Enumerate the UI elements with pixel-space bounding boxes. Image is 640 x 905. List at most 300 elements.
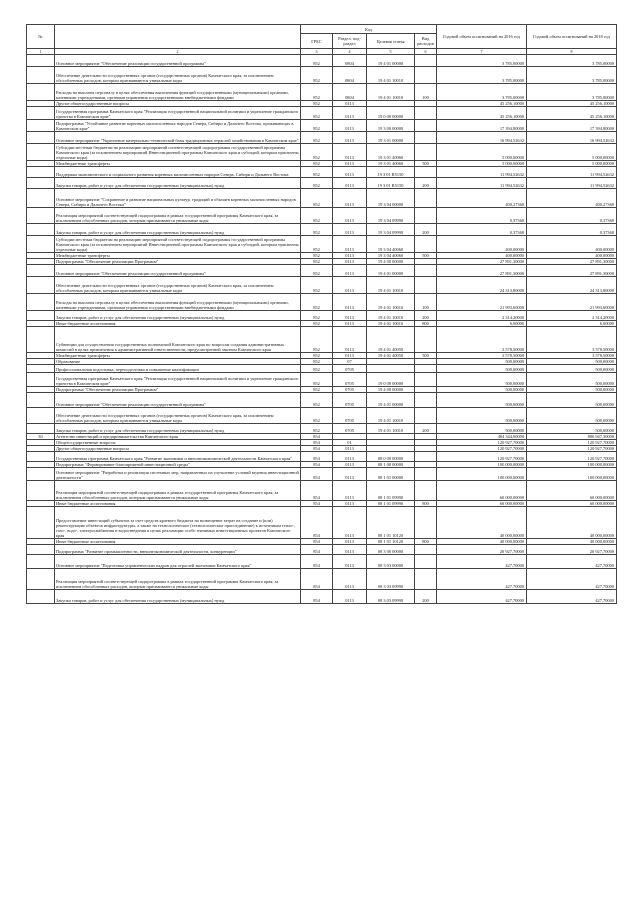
row-razdel: 0113 [333, 161, 367, 167]
row-amount-year2: 400,00000 [527, 236, 617, 253]
row-number [27, 265, 55, 277]
row-razdel: 0113 [333, 569, 367, 590]
row-grbs: 852 [301, 84, 333, 101]
row-expense-type [415, 265, 437, 277]
table-row [27, 365, 617, 373]
row-target-article: 08 3 03 09990 [367, 569, 415, 590]
row-amount-year2: 0,37368 [527, 224, 617, 236]
row-name: Межбюджетные трансферты [55, 161, 301, 167]
row-expense-type: 200 [415, 224, 437, 236]
row-target-article: 19 4 01 10010 [367, 67, 415, 84]
row-razdel: 0113 [333, 353, 367, 359]
row-amount-year2: 500,00000 [527, 393, 617, 408]
row-amount-year1: 400,00000 [437, 236, 527, 253]
row-expense-type [415, 277, 437, 294]
row-razdel: 0113 [333, 265, 367, 277]
row-name: Основное мероприятие "Обеспечение реализации государственной программы" [55, 265, 301, 277]
row-target-article: 19 4 01 10010 [367, 424, 415, 434]
row-amount-year2: 500,00000 [527, 408, 617, 424]
row-expense-type [415, 208, 437, 224]
header-cs: Целевая статья [367, 34, 415, 49]
header-name [55, 25, 301, 49]
row-razdel: 0113 [333, 321, 367, 327]
row-razdel: 0113 [333, 481, 367, 501]
row-number [27, 311, 55, 321]
row-name: Обеспечение деятельности государственных органов (государственных органов) Камчатского края, за исключением обособленных расходов, которым присваиваются уникальные коды [55, 408, 301, 424]
row-target-article: 19 0 00 00000 [367, 373, 415, 387]
row-name: Государственная программа Камчатского края "Реализация государственной национальной политики и укрепление гражданского единства в Камчатском крае" [55, 373, 301, 387]
row-name: Закупка товаров, работ и услуг для обеспечения государственных (муниципальных) нужд [55, 224, 301, 236]
row-number [27, 373, 55, 387]
table-body [27, 55, 617, 604]
row-name: Обеспечение деятельности государственных органов (государственных органов) Камчатского края, за исключением обособленных расходов, которым присваиваются уникальные коды [55, 277, 301, 294]
row-razdel: 0705 [333, 365, 367, 373]
row-name: Закупка товаров, работ и услуг для обеспечения государственных (муниципальных) нужд [55, 590, 301, 604]
row-expense-type: 800 [415, 539, 437, 545]
row-amount-year2: 60 000,00000 [527, 481, 617, 501]
row-amount-year2: 45 256,10000 [527, 101, 617, 107]
row-target-article: 19 3 01 R5150 [367, 178, 415, 189]
row-grbs: 854 [301, 446, 333, 452]
row-amount-year2: 5 000,00000 [527, 144, 617, 161]
row-amount-year1: 45 256,10000 [437, 101, 527, 107]
row-grbs: 852 [301, 408, 333, 424]
row-target-article: 08 1 01 09990 [367, 501, 415, 507]
row-expense-type [415, 408, 437, 424]
row-name: Закупка товаров, работ и услуг для обеспечения государственных (муниципальных) нужд [55, 424, 301, 434]
row-grbs: 852 [301, 67, 333, 84]
row-amount-year1: 40 000,00000 [437, 507, 527, 539]
row-expense-type: 200 [415, 311, 437, 321]
row-amount-year1: 6,00000 [437, 321, 527, 327]
row-expense-type: 200 [415, 590, 437, 604]
row-name: Агентство инвестиций и предпринимательства Камчатского края [55, 434, 301, 440]
row-target-article: 19 4 01 10010 [367, 294, 415, 311]
row-name: Основное мероприятие "Подготовка управленческих кадров для отраслей экономики Камчатского края" [55, 555, 301, 569]
row-amount-year2: 2 314,20000 [527, 311, 617, 321]
row-expense-type [415, 365, 437, 373]
row-number [27, 468, 55, 481]
row-amount-year2: 3 785,00000 [527, 67, 617, 84]
row-amount-year1: 5 000,00000 [437, 161, 527, 167]
row-target-article: 19 0 00 00000 [367, 107, 415, 120]
table-row [27, 373, 617, 387]
row-amount-year1: 500,00000 [437, 387, 527, 393]
row-expense-type [415, 468, 437, 481]
row-razdel: 0113 [333, 167, 367, 178]
row-grbs: 852 [301, 236, 333, 253]
row-expense-type [415, 67, 437, 84]
row-expense-type [415, 545, 437, 555]
row-target-article: 19 3 04 40060 [367, 253, 415, 259]
table-row [27, 424, 617, 434]
col-number: 4 [333, 49, 367, 55]
row-grbs: 854 [301, 468, 333, 481]
row-amount-year2: 16 994,52632 [527, 132, 617, 144]
table-row [27, 327, 617, 353]
header-kod: Код [301, 25, 437, 34]
row-target-article: 08 1 01 10120 [367, 539, 415, 545]
row-number [27, 408, 55, 424]
row-number [27, 507, 55, 539]
row-target-article: 19 3 01 00000 [367, 132, 415, 144]
row-grbs: 852 [301, 424, 333, 434]
row-razdel: 07 [333, 359, 367, 365]
row-amount-year1: 17 394,80000 [437, 120, 527, 132]
row-number [27, 208, 55, 224]
row-expense-type: 500 [415, 161, 437, 167]
row-amount-year2: 27 891,30000 [527, 259, 617, 265]
row-name: Государственная программа Камчатского края "Реализация государственной национальной политики и укрепление гражданского единства в Камчатском крае" [55, 107, 301, 120]
table-row [27, 224, 617, 236]
row-amount-year2: 100 000,00000 [527, 468, 617, 481]
row-name: Реализация мероприятий соответствующей подпрограммы в рамках государственной программы Камчатского края, за исключением обособленных расходов, которым присваиваются уникальные коды [55, 208, 301, 224]
row-razdel: 0113 [333, 253, 367, 259]
row-target-article: 08 3 03 00000 [367, 555, 415, 569]
row-amount-year1: 27 891,30000 [437, 259, 527, 265]
row-target-article: 08 1 01 00000 [367, 468, 415, 481]
row-expense-type [415, 507, 437, 539]
row-amount-year2: 120 927,70000 [527, 440, 617, 446]
table-row [27, 277, 617, 294]
row-expense-type [415, 327, 437, 353]
row-amount-year2: 400,00000 [527, 253, 617, 259]
row-amount-year2: 3 578,50000 [527, 353, 617, 359]
header-razdel: Раздел, под-раздел [333, 34, 367, 49]
row-target-article: 08 0 00 00000 [367, 452, 415, 462]
row-expense-type: 500 [415, 353, 437, 359]
row-amount-year2: 24 313,80000 [527, 277, 617, 294]
row-target-article: 19 4 01 10010 [367, 321, 415, 327]
col-number: 7 [437, 49, 527, 55]
row-grbs: 852 [301, 144, 333, 161]
row-grbs: 852 [301, 294, 333, 311]
col-number: 2 [55, 49, 301, 55]
header-year2: Годовой объем ассигнований на 2018 год [527, 25, 617, 49]
row-amount-year1: 45 256,10000 [437, 107, 527, 120]
row-grbs: 852 [301, 189, 333, 208]
row-number [27, 144, 55, 161]
row-number [27, 277, 55, 294]
row-razdel: 0705 [333, 393, 367, 408]
row-razdel: 0113 [333, 501, 367, 507]
row-amount-year2: 6,00000 [527, 321, 617, 327]
row-target-article: 08 1 01 09990 [367, 481, 415, 501]
row-number [27, 481, 55, 501]
row-grbs: 854 [301, 462, 333, 468]
row-razdel: 0113 [333, 446, 367, 452]
budget-table-sheet [26, 24, 616, 604]
row-amount-year1: 20 927,70000 [437, 545, 527, 555]
table-row [27, 555, 617, 569]
row-razdel: 0113 [333, 277, 367, 294]
row-expense-type [415, 373, 437, 387]
row-razdel: 0113 [333, 468, 367, 481]
table-row [27, 55, 617, 67]
row-expense-type [415, 107, 437, 120]
row-amount-year1: 500,00000 [437, 359, 527, 365]
header-vr: Вид расходов [415, 34, 437, 49]
row-amount-year1: 3 578,50000 [437, 327, 527, 353]
row-target-article: 19 4 01 40050 [367, 353, 415, 359]
row-grbs: 852 [301, 359, 333, 365]
row-razdel: 0113 [333, 545, 367, 555]
row-amount-year1: 120 927,70000 [437, 446, 527, 452]
row-amount-year2: 427,70000 [527, 590, 617, 604]
row-number [27, 545, 55, 555]
row-expense-type [415, 393, 437, 408]
row-name: Расходы на выплаты персоналу в целях обеспечения выполнения функций государственными (муниципальными) органами, казенными учреждениями, органами управления государственными внебюджетными фондами [55, 294, 301, 311]
row-name: Закупка товаров, работ и услуг для обеспечения государственных (муниципальных) нужд [55, 178, 301, 189]
row-amount-year1: 500,00000 [437, 408, 527, 424]
row-target-article: 08 1 01 10120 [367, 507, 415, 539]
row-amount-year2: 427,70000 [527, 569, 617, 590]
row-target-article: 19 4 00 00000 [367, 387, 415, 393]
table-row [27, 265, 617, 277]
row-target-article: 19 4 01 00000 [367, 265, 415, 277]
row-expense-type [415, 481, 437, 501]
row-target-article: 19 3 01 R5150 [367, 167, 415, 178]
row-razdel: 0113 [333, 327, 367, 353]
col-number: 8 [527, 49, 617, 55]
row-name: Профессиональная подготовка, переподготовка и повышение квалификации [55, 365, 301, 373]
row-grbs: 854 [301, 590, 333, 604]
row-amount-year1: 11 994,52632 [437, 178, 527, 189]
row-target-article: 19 4 01 40050 [367, 327, 415, 353]
row-amount-year2: 427,70000 [527, 555, 617, 569]
row-amount-year2: 45 256,10000 [527, 107, 617, 120]
header-grbs: ГРБС [301, 34, 333, 49]
row-razdel: 0804 [333, 67, 367, 84]
row-grbs: 852 [301, 327, 333, 353]
row-grbs: 852 [301, 107, 333, 120]
row-amount-year1: 400,27368 [437, 189, 527, 208]
row-razdel: 0113 [333, 189, 367, 208]
row-amount-year2: 120 927,70000 [527, 452, 617, 462]
row-amount-year1: 27 891,30000 [437, 265, 527, 277]
row-amount-year1: 427,70000 [437, 555, 527, 569]
row-name: Подпрограмма "Развитие промышленности, внешнеэкономической деятельности, конкуренции" [55, 545, 301, 555]
row-razdel: 0113 [333, 178, 367, 189]
row-grbs: 854 [301, 545, 333, 555]
row-grbs: 854 [301, 434, 333, 440]
budget-table [26, 24, 617, 604]
table-row [27, 507, 617, 539]
row-grbs: 852 [301, 393, 333, 408]
table-row [27, 294, 617, 311]
col-number: 1 [27, 49, 55, 55]
row-target-article: 19 4 01 00000 [367, 55, 415, 67]
row-grbs: 854 [301, 569, 333, 590]
row-razdel: 0113 [333, 294, 367, 311]
row-number [27, 178, 55, 189]
row-razdel: 0113 [333, 555, 367, 569]
row-amount-year1: 400,00000 [437, 253, 527, 259]
table-row [27, 144, 617, 161]
row-target-article: 19 4 01 10010 [367, 408, 415, 424]
row-name: Закупка товаров, работ и услуг для обеспечения государственных (муниципальных) нужд [55, 311, 301, 321]
header-row-top [27, 25, 617, 34]
row-amount-year1: 3 785,00000 [437, 84, 527, 101]
row-grbs: 854 [301, 555, 333, 569]
row-amount-year1: 500,00000 [437, 365, 527, 373]
row-number [27, 84, 55, 101]
row-number [27, 569, 55, 590]
row-grbs: 852 [301, 132, 333, 144]
row-amount-year2: 60 000,00000 [527, 501, 617, 507]
row-expense-type: 800 [415, 321, 437, 327]
row-target-article [367, 365, 415, 373]
row-razdel: 01 [333, 440, 367, 446]
row-grbs: 852 [301, 259, 333, 265]
row-name: Подпрограмма "Обеспечение реализации Программы" [55, 259, 301, 265]
row-amount-year2: 11 994,52632 [527, 167, 617, 178]
row-name: Иные бюджетные ассигнования [55, 539, 301, 545]
row-number [27, 424, 55, 434]
row-razdel: 0113 [333, 224, 367, 236]
row-number [27, 294, 55, 311]
row-number [27, 167, 55, 178]
row-grbs: 854 [301, 452, 333, 462]
row-target-article: 19 3 01 40060 [367, 144, 415, 161]
row-name: Подпрограмма "Обеспечение реализации Программы" [55, 387, 301, 393]
row-amount-year2: 3 785,00000 [527, 84, 617, 101]
row-amount-year2: 500,00000 [527, 359, 617, 365]
row-target-article: 08 3 03 09990 [367, 590, 415, 604]
row-amount-year1: 120 927,70000 [437, 440, 527, 446]
row-amount-year1: 40 000,00000 [437, 539, 527, 545]
row-number [27, 236, 55, 253]
row-amount-year1: 3 785,00000 [437, 67, 527, 84]
row-amount-year1: 484 344,00000 [437, 434, 527, 440]
row-razdel: 0113 [333, 120, 367, 132]
row-grbs: 854 [301, 481, 333, 501]
row-grbs: 852 [301, 311, 333, 321]
row-number [27, 555, 55, 569]
row-grbs: 852 [301, 55, 333, 67]
row-razdel: 0113 [333, 132, 367, 144]
row-name: Субсидии местным бюджетам на реализацию мероприятий соответствующей подпрограммы государственной программы Камчатского края (за исключением мероприятий Инвестиционной программы Камчатского края и субсидий, которым присвоены отдельные коды) [56, 237, 299, 252]
row-amount-year2: 40 000,00000 [527, 507, 617, 539]
row-name: Субсидии местным бюджетам на реализацию мероприятий соответствующей подпрограммы государственной программы Камчатского края (за исключением мероприятий Инвестиционной программы Камчатского края и субсидий, которым присвоены отдельные коды) [56, 145, 299, 160]
header-year1: Годовой объем ассигнований на 2016 год [437, 25, 527, 49]
row-grbs: 852 [301, 178, 333, 189]
row-amount-year2: 500,00000 [527, 387, 617, 393]
row-name: Реализация мероприятий соответствующей подпрограммы в рамках государственной программы Камчатского края, за исключением обособленных расходов, которым присваиваются уникальные коды [55, 569, 301, 590]
table-row [27, 167, 617, 178]
row-amount-year1: 500,00000 [437, 424, 527, 434]
table-row [27, 236, 617, 253]
row-grbs: 854 [301, 539, 333, 545]
row-amount-year2: 27 891,30000 [527, 265, 617, 277]
row-grbs: 852 [301, 253, 333, 259]
row-amount-year2: 17 394,80000 [527, 120, 617, 132]
row-amount-year1: 427,70000 [437, 569, 527, 590]
row-amount-year2: 886 947,30000 [527, 434, 617, 440]
row-amount-year2: 0,37368 [527, 208, 617, 224]
row-target-article: 19 3 01 40060 [367, 161, 415, 167]
row-amount-year1: 100 000,00000 [437, 462, 527, 468]
table-row [27, 178, 617, 189]
row-grbs: 854 [301, 440, 333, 446]
row-amount-year2: 3 578,50000 [527, 327, 617, 353]
row-razdel: 0113 [333, 507, 367, 539]
table-row [27, 545, 617, 555]
row-amount-year1: 2 314,20000 [437, 311, 527, 321]
row-name: Иные бюджетные ассигнования [55, 501, 301, 507]
row-expense-type: 800 [415, 501, 437, 507]
row-razdel: 0804 [333, 84, 367, 101]
row-target-article: 08 1 00 00000 [367, 462, 415, 468]
row-expense-type [415, 120, 437, 132]
table-row [27, 468, 617, 481]
row-number [27, 590, 55, 604]
row-amount-year1: 500,00000 [437, 373, 527, 387]
row-razdel: 0705 [333, 424, 367, 434]
row-name: Расходы на выплаты персоналу в целях обеспечения выполнения функций государственными (муниципальными) органами, казенными учреждениями, органами управления государственными внебюджетными фондами [55, 84, 301, 101]
row-amount-year2: 40 000,00000 [527, 539, 617, 545]
row-name: Подпрограмма "Формирование благоприятной инвестиционной среды" [55, 462, 301, 468]
row-razdel: 0113 [333, 590, 367, 604]
row-target-article: 19 4 01 00000 [367, 393, 415, 408]
row-grbs: 852 [301, 161, 333, 167]
row-number [27, 132, 55, 144]
row-razdel: 0113 [333, 107, 367, 120]
row-grbs: 852 [301, 373, 333, 387]
row-amount-year2: 21 993,60000 [527, 294, 617, 311]
row-amount-year2: 100 000,00000 [527, 462, 617, 468]
row-amount-year1: 11 994,52632 [437, 167, 527, 178]
row-target-article: 19 4 01 10010 [367, 277, 415, 294]
row-grbs: 852 [301, 365, 333, 373]
row-target-article: 19 4 00 00000 [367, 259, 415, 265]
row-expense-type [415, 236, 437, 253]
row-amount-year1: 5 000,00000 [437, 144, 527, 161]
row-name: Предоставление инвестиций субъектов за счет средств краевого бюджета на возмещение затрат на создание и (или) реконструкцию объектов инфраструктуры, а также на технологическое (технологические присоединение) к источникам тепло-, газо-, водо-, электроснабжения и водоотведения в целях реализации особо значимых инвестиционных проектов Камчатского края [55, 507, 301, 539]
row-razdel: 0113 [333, 208, 367, 224]
row-expense-type [415, 555, 437, 569]
table-row [27, 67, 617, 84]
row-razdel: 0113 [333, 462, 367, 468]
row-name: Подпрограмма "Устойчивое развитие коренных малочисленных народов Севера, Сибири и Дальнего Востока, проживающих в Камчатском крае" [55, 120, 301, 132]
row-expense-type: 200 [415, 178, 437, 189]
row-amount-year1: 100 000,00000 [437, 468, 527, 481]
row-name: Основное мероприятие "Обеспечение реализации государственной программы" [55, 55, 301, 67]
row-amount-year2: 3 785,00000 [527, 55, 617, 67]
row-target-article: 19 3 04 40060 [367, 236, 415, 253]
row-target-article: 19 4 01 10010 [367, 311, 415, 321]
row-razdel: 0705 [333, 373, 367, 387]
row-razdel: 0113 [333, 101, 367, 107]
row-name: Иные бюджетные ассигнования [55, 321, 301, 327]
row-grbs: 852 [301, 265, 333, 277]
row-expense-type [415, 569, 437, 590]
row-number: 30 [27, 434, 55, 440]
row-name: Обеспечение деятельности государственных органов (государственных органов) Камчатского края, за исключением обособленных расходов, которым присваиваются уникальные коды [55, 67, 301, 84]
table-row [27, 311, 617, 321]
row-razdel: 0113 [333, 144, 367, 161]
row-name: Другие общегосударственные вопросы [55, 446, 301, 452]
row-expense-type [415, 132, 437, 144]
row-grbs: 852 [301, 101, 333, 107]
row-number [27, 120, 55, 132]
row-number [27, 393, 55, 408]
row-number [27, 327, 55, 353]
row-grbs: 852 [301, 120, 333, 132]
row-number [27, 365, 55, 373]
row-expense-type: 500 [415, 253, 437, 259]
row-target-article: 19 3 00 00000 [367, 120, 415, 132]
